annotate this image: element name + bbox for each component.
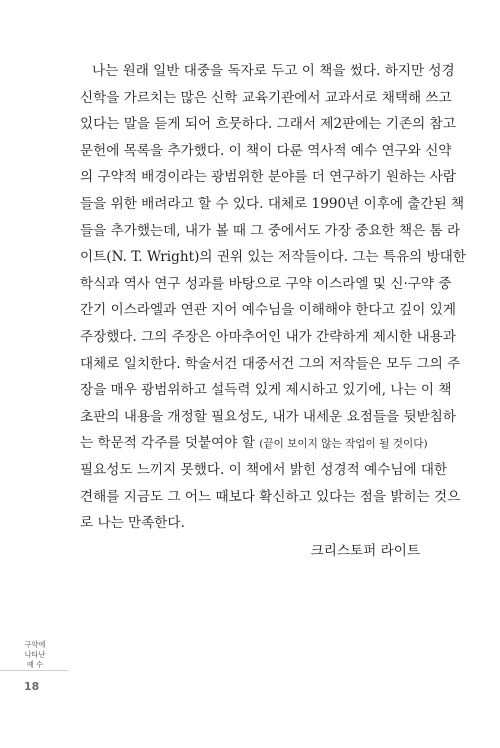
preface-body xyxy=(80,58,466,537)
text-line: 로 나는 만족한다. xyxy=(80,515,185,532)
page-number: 18 xyxy=(24,680,40,693)
text-line: 이트(N. T. Wright)의 권위 있는 저작들이다. 그는 특유의 방대한 xyxy=(80,249,466,266)
text-line: 들을 위한 배려라고 할 수 있다. 대체로 1990년 이후에 출간된 책 xyxy=(80,195,465,212)
text-line: 있다는 말을 듣게 되어 흐뭇하다. 그래서 제2판에는 기존의 참고 xyxy=(80,116,456,133)
text-line: 견해를 지금도 그 어느 때보다 확신하고 있다는 점을 밝히는 것으 xyxy=(80,488,461,505)
text-line xyxy=(80,430,428,457)
text-line: 학식과 역사 연구 성과를 바탕으로 구약 이스라엘 및 신·구약 중 xyxy=(80,275,452,292)
running-head-line: 구약에 xyxy=(24,640,46,649)
text-line: 의 구약적 배경이라는 광범위한 분야를 더 연구하기 원하는 사람 xyxy=(80,169,456,186)
text-line-main: 는 학문적 각주를 덧붙여야 할 xyxy=(80,435,255,452)
text-line: 문헌에 목록을 추가했다. 이 책이 다룬 역사적 예수 연구와 신약 xyxy=(80,142,452,159)
text-line: 나는 원래 일반 대중을 독자로 두고 이 책을 썼다. 하지만 성경 xyxy=(92,63,455,79)
parenthetical-note: (끝이 보이지 않는 작업이 될 것이다) xyxy=(259,438,428,451)
folio-divider xyxy=(0,670,68,671)
text-line: 대체로 일치한다. 학술서건 대중서건 그의 저작들은 모두 그의 주 xyxy=(80,355,461,372)
running-head-line: 나타난 xyxy=(24,650,46,659)
text-line: 초판의 내용을 개정할 필요성도, 내가 내세운 요점들을 뒷받침하 xyxy=(80,408,456,425)
text-line: 주장했다. 그의 주장은 아마추어인 내가 간략하게 제시한 내용과 xyxy=(80,328,456,345)
author-signature: 크리스토퍼 라이트 xyxy=(310,543,420,559)
running-head-line: 예 수 xyxy=(26,660,44,669)
text-line: 장을 매우 광범위하고 설득력 있게 제시하고 있기에, 나는 이 책 xyxy=(80,382,452,399)
text-line: 필요성도 느끼지 못했다. 이 책에서 밝힌 성경적 예수님에 대한 xyxy=(80,461,448,478)
text-line: 신학을 가르치는 많은 신학 교육기관에서 교과서로 채택해 쓰고 xyxy=(80,89,452,106)
running-head xyxy=(21,640,49,670)
text-line: 들을 추가했는데, 내가 볼 때 그 중에서도 가장 중요한 책은 톰 라 xyxy=(80,222,461,239)
text-line: 간기 이스라엘과 연관 지어 예수님을 이해해야 한다고 깊이 있게 xyxy=(80,302,456,319)
